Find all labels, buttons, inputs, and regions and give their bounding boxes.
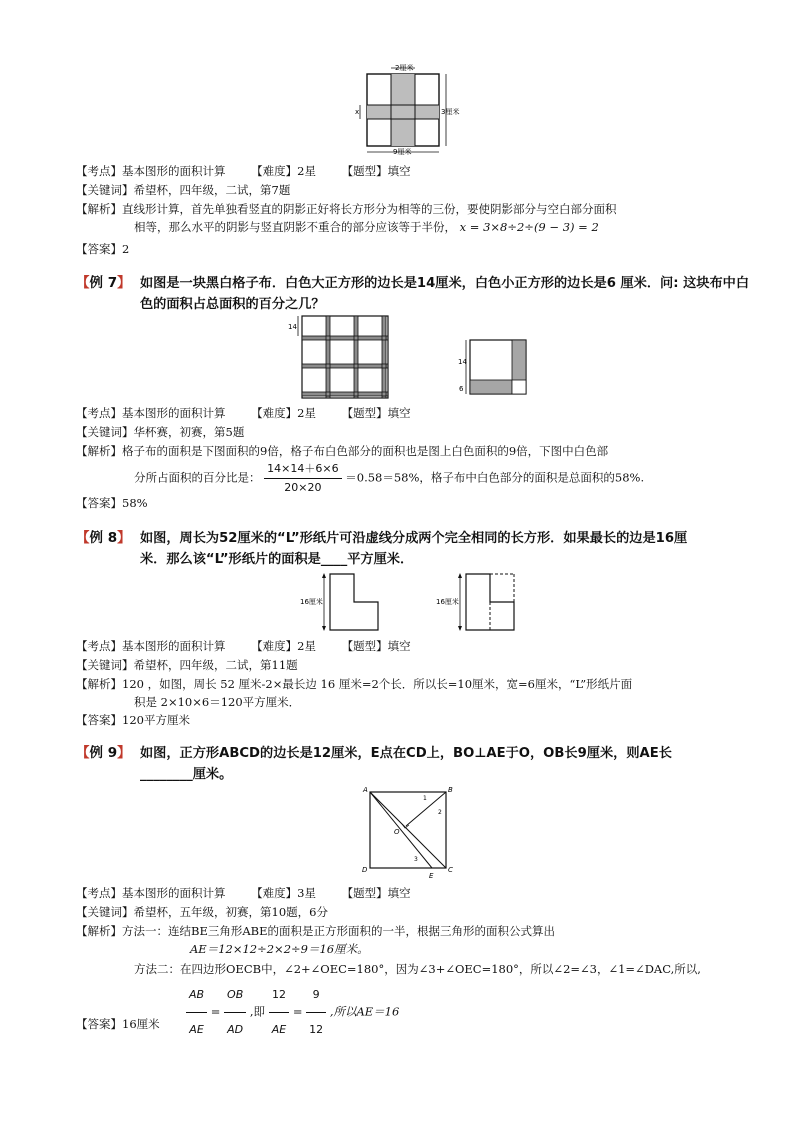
analysis-text: 积是 2×10×6＝120平方厘米． <box>134 695 301 709</box>
ex7-analysis-row <box>76 442 608 460</box>
label-kaodian: 【考点】 <box>76 886 122 900</box>
analysis-text: 直线形计算，首先单独看竖直的阴影正好将长方形分为相等的三份，要使阴影部分与空白部分面积 <box>122 202 617 216</box>
nandu-value: 2星 <box>297 164 316 178</box>
ex6-top-label: 2厘米 <box>395 64 414 72</box>
label-nandu: 【难度】 <box>251 639 298 653</box>
analysis-text: 分所占面积的百分比是： <box>134 470 261 485</box>
ex7-figure-unit <box>456 336 530 398</box>
example-number: 例 9 <box>89 745 118 761</box>
label-daan: 【答案】 <box>76 242 122 256</box>
ex6-left-label: x <box>355 108 360 116</box>
kaodian-value: 基本图形的面积计算 <box>122 639 226 653</box>
ex9-answer-row <box>76 1015 160 1033</box>
ex8-right-label: 16厘米 <box>436 598 459 606</box>
label-kaodian: 【考点】 <box>76 406 122 420</box>
point-E: E <box>429 872 434 880</box>
label-jiexi: 【解析】 <box>76 202 122 216</box>
ex7-right-label-6: 6 <box>459 385 464 393</box>
ex8-figure-right <box>436 570 520 634</box>
ex7-right-label-14: 14 <box>458 358 467 366</box>
fraction-denominator: 12 <box>309 1023 324 1036</box>
answer-value: 2 <box>122 242 130 256</box>
ex8-analysis-row <box>76 675 632 693</box>
label-daan: 【答案】 <box>76 713 122 727</box>
ex9-analysis-row <box>76 922 555 940</box>
guanjianci-value: 希望杯，四年级，二试，第7题 <box>133 183 291 197</box>
method-two: 方法二：在四边形OECB中，∠2+∠OEC=180°，因为∠3+∠OEC=180°，所以∠2=∠3，∠1=∠DAC,所以, <box>134 962 701 976</box>
ex8-answer-row <box>76 711 190 729</box>
fraction-denominator: AE <box>189 1023 204 1036</box>
label-tixing: 【题型】 <box>341 639 388 653</box>
ex8-meta-row <box>76 637 411 655</box>
kaodian-value: 基本图形的面积计算 <box>122 406 226 420</box>
label-tixing: 【题型】 <box>341 164 388 178</box>
formula-text: AE＝12×12÷2×2÷9＝16厘米。 <box>190 942 369 956</box>
angle-3: 3 <box>414 856 418 863</box>
kaodian-value: 基本图形的面积计算 <box>122 164 226 178</box>
ex7-analysis-line2 <box>134 460 644 497</box>
fraction-ob-ad <box>224 978 246 1047</box>
ex8-keywords-row <box>76 656 298 674</box>
ex8-figure-left <box>300 570 384 634</box>
ex8-tag: 【例 8】 <box>76 530 131 546</box>
angle-2: 2 <box>438 809 442 816</box>
fraction-numerator: 12 <box>269 978 289 1013</box>
equals-sign: = <box>210 1004 221 1019</box>
ex6-right-label: 3厘米 <box>441 108 460 116</box>
ex6-bottom-label: 9厘米 <box>393 148 412 156</box>
fraction-9-12 <box>306 978 326 1047</box>
fraction-12-ae <box>269 978 289 1047</box>
label-guanjianci: 【关键词】 <box>76 183 134 197</box>
ex8-question <box>140 528 750 570</box>
ex7-tag: 【例 7】 <box>76 275 131 291</box>
ex6-answer-row <box>76 240 129 258</box>
guanjianci-value: 希望杯，五年级，初赛，第10题，6分 <box>133 905 328 919</box>
nandu-value: 2星 <box>297 406 316 420</box>
fraction-denominator: AE <box>271 1023 287 1036</box>
example-number: 例 8 <box>89 530 118 546</box>
question-line: ________厘米。 <box>140 767 233 782</box>
ex9-method2-fractions <box>186 978 399 1047</box>
tixing-value: 填空 <box>387 164 411 178</box>
fraction-numerator: OB <box>224 978 246 1013</box>
nandu-value: 2星 <box>297 639 316 653</box>
label-guanjianci: 【关键词】 <box>76 658 134 672</box>
ex8-analysis-line2 <box>134 693 300 711</box>
label-kaodian: 【考点】 <box>76 164 122 178</box>
tixing-value: 填空 <box>387 406 411 420</box>
tixing-value: 填空 <box>387 639 411 653</box>
ex9-question <box>140 743 750 785</box>
answer-value: 16厘米 <box>122 1017 160 1031</box>
point-O: O <box>394 828 400 836</box>
label-nandu: 【难度】 <box>251 406 298 420</box>
ex9-keywords-row <box>76 903 328 921</box>
fraction-numerator: 9 <box>306 978 326 1013</box>
ex8-left-label: 16厘米 <box>300 598 323 606</box>
ex7-meta-row <box>76 404 411 422</box>
analysis-text: 120 ，如图，周长 52 厘米-2×最长边 16 厘米=2个长．所以长=10厘米，宽=6厘米，“L”形纸片面 <box>122 677 633 691</box>
ex9-method2 <box>134 960 701 978</box>
ex9-meta-row <box>76 884 411 902</box>
ex9-method1-formula <box>190 940 369 958</box>
label-daan: 【答案】 <box>76 496 122 510</box>
fraction-numerator: AB <box>186 978 207 1013</box>
question-line: 如图，正方形ABCD的边长是12厘米，E点在CD上，BO⊥AE于O，OB长9厘米，则AE长 <box>140 746 672 761</box>
label-tixing: 【题型】 <box>341 406 388 420</box>
label-jiexi: 【解析】 <box>76 924 122 938</box>
percentage-fraction <box>264 460 341 497</box>
question-line: 米．那么该“L”形纸片的面积是____平方厘米． <box>140 552 414 567</box>
fraction-denominator: AD <box>227 1023 244 1036</box>
label-jiexi: 【解析】 <box>76 677 122 691</box>
example-number: 例 7 <box>89 275 118 291</box>
label-jiexi: 【解析】 <box>76 444 122 458</box>
tixing-value: 填空 <box>387 886 411 900</box>
ex7-question: 如图是一块黑白格子布．白色大正方形的边长是14厘米，白色小正方形的边长是6 厘米．问: 这块布中白色的面积占总面积的百分之几？ <box>140 276 750 312</box>
point-B: B <box>448 786 453 794</box>
equals-sign: = <box>292 1004 303 1019</box>
label-tixing: 【题型】 <box>341 886 388 900</box>
label-guanjianci: 【关键词】 <box>76 905 134 919</box>
label-daan: 【答案】 <box>76 1017 122 1031</box>
connector-text: ,即 <box>249 1004 266 1019</box>
label-nandu: 【难度】 <box>251 164 298 178</box>
conclusion-text: ,所以AE＝16 <box>329 1004 400 1019</box>
answer-value: 58% <box>122 496 148 510</box>
guanjianci-value: 华杯赛，初赛，第5题 <box>133 425 245 439</box>
ex9-tag: 【例 9】 <box>76 745 131 761</box>
analysis-text: 相等，那么水平的阴影与竖直阴影不重合的部分应该等于半份， <box>134 220 456 234</box>
ex7-answer-row <box>76 494 148 512</box>
guanjianci-value: 希望杯，四年级，二试，第11题 <box>133 658 298 672</box>
kaodian-value: 基本图形的面积计算 <box>122 886 226 900</box>
point-D: D <box>362 866 368 874</box>
ex7-left-label: 14 <box>288 323 297 331</box>
answer-value: 120平方厘米 <box>122 713 190 727</box>
analysis-text: ＝0.58＝58%，格子布中白色部分的面积是总面积的58%. <box>345 470 645 485</box>
ex9-figure-square <box>356 784 456 880</box>
label-guanjianci: 【关键词】 <box>76 425 134 439</box>
fraction-ab-ae <box>186 978 207 1047</box>
analysis-formula: x = 3×8÷2÷(9 − 3) = 2 <box>459 220 599 234</box>
nandu-value: 3星 <box>297 886 316 900</box>
ex6-keywords-row <box>76 181 290 199</box>
label-nandu: 【难度】 <box>251 886 298 900</box>
point-A: A <box>363 786 368 794</box>
ex6-analysis-row <box>76 200 617 218</box>
label-kaodian: 【考点】 <box>76 639 122 653</box>
method-one: 方法一：连结BE三角形ABE的面积是正方形面积的一半，根据三角形的面积公式算出 <box>122 924 555 938</box>
ex7-keywords-row <box>76 423 244 441</box>
ex7-figure-cloth <box>288 314 392 400</box>
fraction-denominator: 20×20 <box>284 481 322 494</box>
analysis-text: 格子布的面积是下图面积的9倍，格子布白色部分的面积也是图上白色面积的9倍，下图中白色部 <box>122 444 609 458</box>
question-line: 如图，周长为52厘米的“L”形纸片可沿虚线分成两个完全相同的长方形．如果最长的边是16厘 <box>140 531 688 546</box>
ex6-meta-row <box>76 162 411 180</box>
ex6-figure <box>355 62 460 156</box>
angle-1: 1 <box>423 795 427 802</box>
ex6-analysis-line2 <box>134 218 599 236</box>
point-C: C <box>448 866 453 874</box>
fraction-numerator: 14×14＋6×6 <box>264 460 341 479</box>
